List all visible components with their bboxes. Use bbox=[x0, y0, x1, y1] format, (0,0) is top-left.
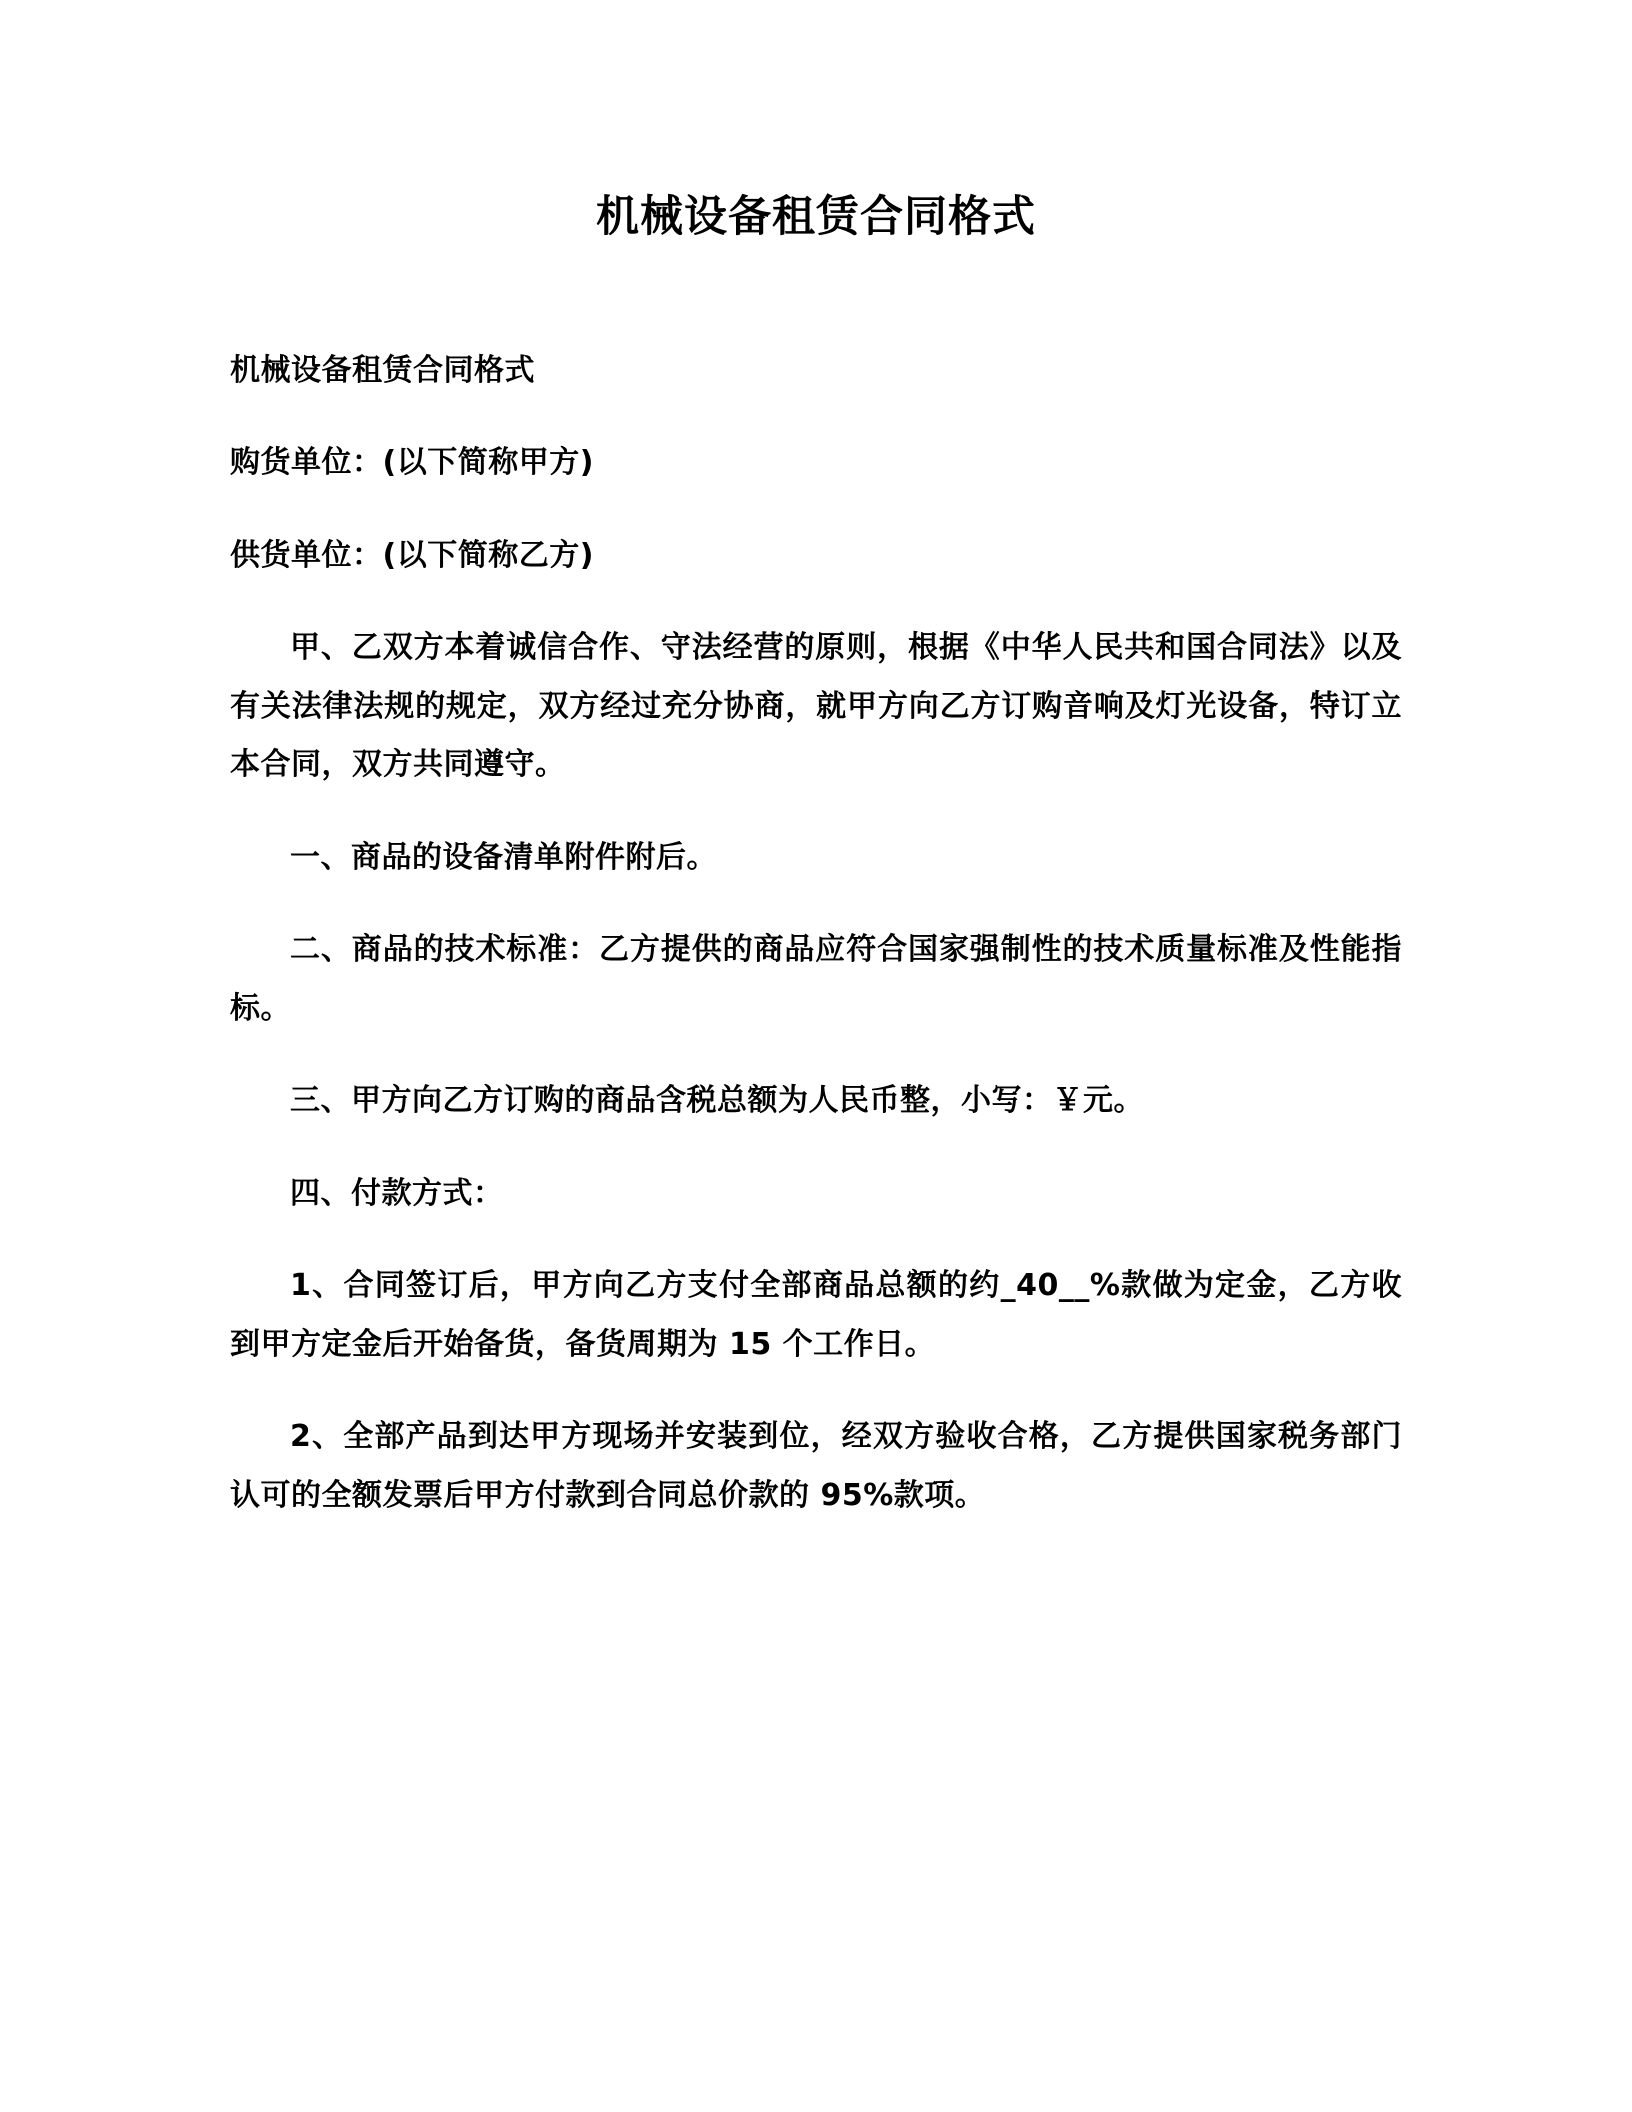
paragraph-clause-2: 二、商品的技术标准：乙方提供的商品应符合国家强制性的技术质量标准及性能指标。 bbox=[230, 932, 1402, 1026]
paragraph-clause-4: 四、付款方式： bbox=[290, 1175, 504, 1211]
paragraph-heading-repeat: 机械设备租赁合同格式 bbox=[230, 352, 535, 388]
paragraph-clause-4-item-2: 2、全部产品到达甲方现场并安装到位，经双方验收合格，乙方提供国家税务部门认可的全额发票后甲方付款到合同总价款的 95%款项。 bbox=[230, 1419, 1402, 1513]
page-title: 机械设备租赁合同格式 bbox=[596, 192, 1036, 242]
paragraph-clause-3: 三、甲方向乙方订购的商品含税总额为人民币整，小写：￥元。 bbox=[290, 1083, 1144, 1119]
paragraph-buyer-line: 购货单位：(以下简称甲方) bbox=[230, 445, 594, 481]
paragraph-clause-4-item-1: 1、合同签订后，甲方向乙方支付全部商品总额的约_40__%款做为定金，乙方收到甲方定金后开始备货，备货周期为 15 个工作日。 bbox=[230, 1268, 1402, 1362]
document-body bbox=[230, 342, 1402, 1526]
paragraph-preamble: 甲、乙双方本着诚信合作、守法经营的原则，根据《中华人民共和国合同法》以及有关法律法规的规定，双方经过充分协商，就甲方向乙方订购音响及灯光设备，特订立本合同，双方共同遵守。 bbox=[230, 630, 1402, 783]
paragraph-supplier-line: 供货单位：(以下简称乙方) bbox=[230, 537, 594, 573]
paragraph-clause-1: 一、商品的设备清单附件附后。 bbox=[290, 839, 717, 875]
